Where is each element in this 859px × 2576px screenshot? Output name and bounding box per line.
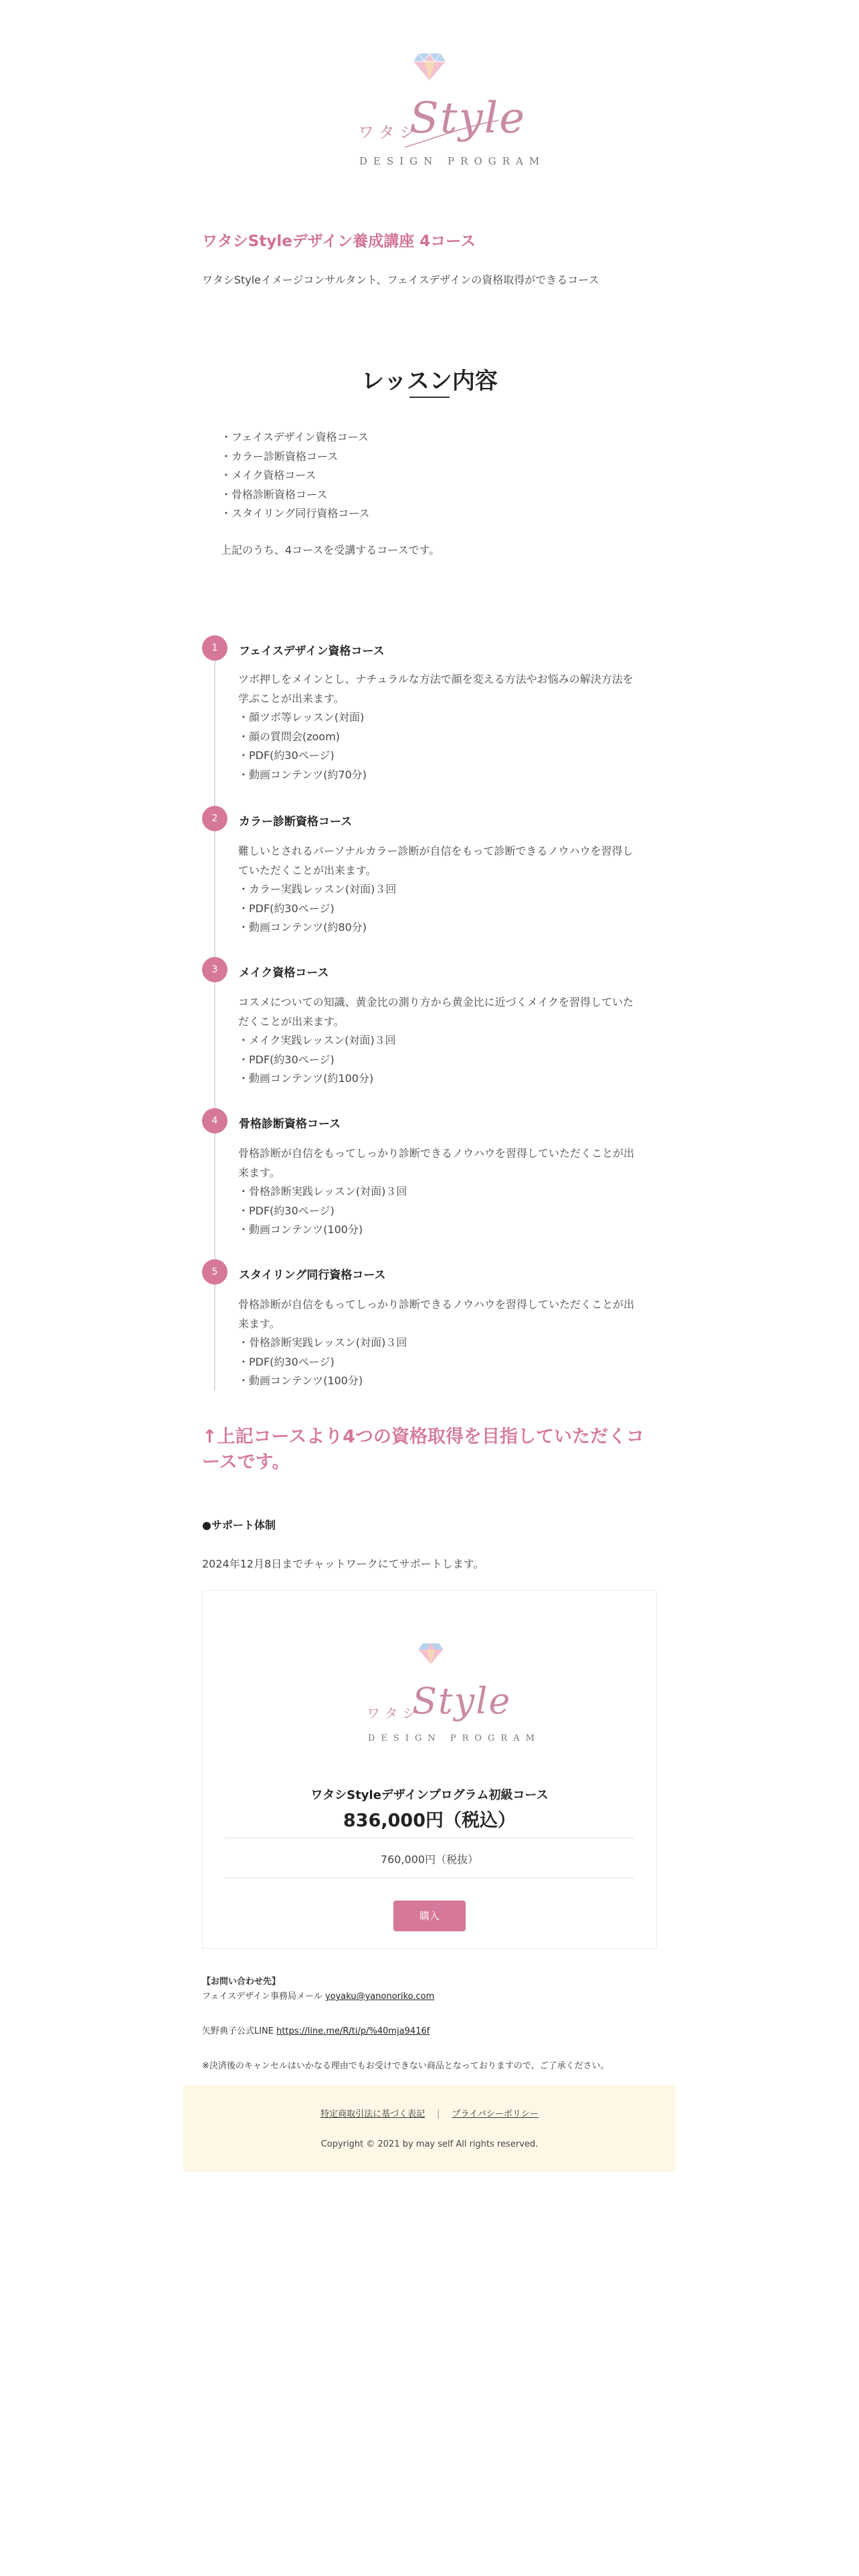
privacy-link[interactable]: プライバシーポリシー — [452, 2109, 539, 2119]
diamond-icon — [412, 51, 447, 82]
footer — [183, 2085, 676, 2172]
lesson-title-underline — [409, 397, 450, 398]
logo-kana: ワタシ — [358, 123, 420, 142]
step-line: 来ます。 — [238, 1166, 280, 1179]
support-text: 2024年12月8日までチャットワークにてサポートします。 — [202, 1558, 484, 1570]
step-line: 難しいとされるパーソナルカラー診断が自信をもって診断できるノウハウを習得し — [238, 845, 634, 857]
cancel-note: ※決済後のキャンセルはいかなる理由でもお受けできない商品となっておりますので、ご了承ください。 — [202, 2061, 609, 2071]
card-price: 836,000円（税込） — [343, 1810, 516, 1831]
step-line: ・骨格診断実践レッスン(対面)３回 — [238, 1336, 407, 1349]
step-line: ・動画コンテンツ(100分) — [238, 1223, 363, 1236]
contact-heading: 【お問い合わせ先】 — [202, 1977, 281, 1987]
step-line: ・カラー実践レッスン(対面)３回 — [238, 883, 397, 895]
step-number: 1 — [202, 635, 227, 661]
step-title: 骨格診断資格コース — [239, 1117, 341, 1131]
step-line: コスメについての知識、黄金比の測り方から黄金比に近づくメイクを習得していた — [238, 996, 634, 1008]
step-line: ツボ押しをメインとし、ナチュラルな方法で顔を変える方法やお悩みの解決方法を — [238, 673, 634, 685]
step-line: 来ます。 — [238, 1317, 280, 1330]
step-line: ・骨格診断実践レッスン(対面)３回 — [238, 1185, 407, 1198]
logo-subtitle: DESIGN PROGRAM — [359, 155, 546, 167]
step-number: 5 — [202, 1259, 227, 1285]
mail-label: フェイスデザイン事務局メール — [202, 1992, 325, 2002]
card-title: ワタシStyleデザインプログラム初級コース — [310, 1788, 549, 1802]
card-logo-subtitle: DESIGN PROGRAM — [368, 1733, 541, 1743]
step-line: ・PDF(約30ページ) — [238, 1355, 335, 1368]
step-number: 3 — [202, 957, 227, 982]
list-item: ・スタイリング同行資格コース — [221, 507, 370, 520]
step-line: ・動画コンテンツ(100分) — [238, 1374, 363, 1387]
footer-links — [183, 2107, 676, 2119]
step-line: ・PDF(約30ページ) — [238, 901, 335, 915]
mail-link[interactable]: yoyaku@yanonoriko.com — [324, 1992, 435, 2002]
step-line: 学ぶことが出来ます。 — [238, 691, 345, 705]
step-line: ていただくことが出来ます。 — [238, 863, 377, 877]
step-body — [238, 670, 653, 784]
diamond-icon — [417, 1641, 444, 1665]
top-logo — [0, 0, 859, 181]
step-line: ・動画コンテンツ(約80分) — [238, 921, 367, 934]
course-heading: ワタシStyleデザイン養成講座 4コース — [202, 233, 476, 250]
step-line: 骨格診断が自信をもってしっかり診断できるノウハウを習得していただくことが出 — [238, 1147, 635, 1160]
step-number: 2 — [202, 806, 227, 831]
line-label: 矢野典子公式LINE — [202, 2026, 277, 2036]
contact-mail — [202, 1989, 434, 2002]
summary-highlight: ↑上記コースより4つの資格取得を目指していただくコースです。 — [202, 1426, 645, 1473]
logo-style: Style — [409, 94, 527, 143]
step-line: ・顔の質問会(zoom) — [238, 730, 341, 743]
step-body — [238, 1295, 653, 1391]
buy-button[interactable]: 購入 — [393, 1901, 466, 1931]
step-line: ・動画コンテンツ(約70分) — [238, 768, 367, 781]
card-logo-style: Style — [412, 1680, 512, 1722]
copyright: Copyright © 2021 by may self All rights reserved. — [320, 2139, 539, 2149]
list-item: ・フェイスデザイン資格コース — [221, 431, 369, 443]
course-description: ワタシStyleイメージコンサルタント、フェイスデザインの資格取得ができるコース — [202, 274, 599, 286]
step-line: ・メイク実践レッスン(対面)３回 — [238, 1034, 396, 1047]
step-body — [238, 993, 653, 1089]
list-item: ・メイク資格コース — [221, 469, 316, 481]
step-line: ・PDF(約30ページ) — [238, 749, 335, 762]
step-line: ・PDF(約30ページ) — [238, 1204, 335, 1217]
step-body — [238, 1144, 653, 1240]
card-price-excl: 760,000円（税抜） — [380, 1853, 479, 1866]
list-item: ・カラー診断資格コース — [221, 449, 339, 463]
contact-line — [202, 2024, 430, 2036]
step-title: メイク資格コース — [239, 966, 329, 980]
step-line: ・顔ツボ等レッスン(対面) — [238, 711, 365, 724]
step-line: ・PDF(約30ページ) — [238, 1053, 335, 1066]
card-logo-kana: ワタシ — [367, 1705, 421, 1721]
step-line: 骨格診断が自信をもってしっかり診断できるノウハウを習得していただくことが出 — [238, 1298, 635, 1311]
lesson-note: 上記のうち、4コースを受講するコースです。 — [221, 544, 440, 556]
step-title: フェイスデザイン資格コース — [239, 645, 385, 658]
line-link[interactable]: https://line.me/R/ti/p/%40mja9416f — [276, 2026, 430, 2036]
step-body — [238, 842, 653, 938]
support-heading: ●サポート体制 — [202, 1519, 276, 1531]
step-line: だくことが出来ます。 — [238, 1014, 345, 1028]
step-number: 4 — [202, 1108, 227, 1134]
step-title: カラー診断資格コース — [239, 815, 353, 829]
step-title: スタイリング同行資格コース — [239, 1269, 386, 1282]
list-item: ・骨格診断資格コース — [221, 488, 328, 501]
step-line: ・動画コンテンツ(約100分) — [238, 1072, 374, 1085]
divider — [225, 1878, 634, 1879]
legal-link[interactable]: 特定商取引法に基づく表記 — [320, 2109, 425, 2119]
lesson-title: レッスン内容 — [361, 368, 498, 395]
footer-separator: | — [437, 2109, 440, 2119]
lesson-list — [221, 428, 370, 524]
